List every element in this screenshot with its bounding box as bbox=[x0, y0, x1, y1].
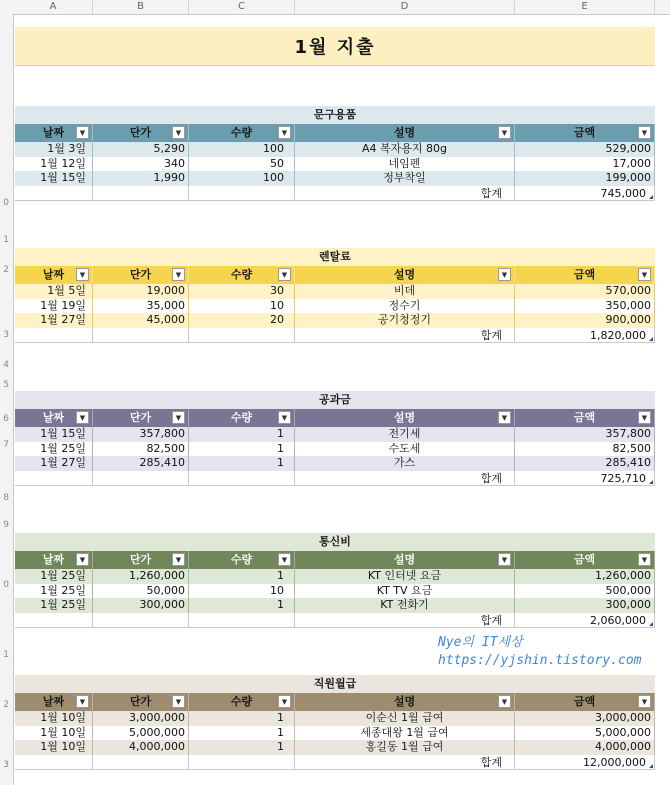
filter-dropdown-icon[interactable]: ▼ bbox=[76, 411, 89, 424]
filter-dropdown-icon[interactable]: ▼ bbox=[498, 268, 511, 281]
total-row[interactable] bbox=[15, 328, 655, 343]
column-header-qty bbox=[189, 266, 295, 284]
cell-price[interactable]: 5,290 bbox=[93, 142, 189, 157]
table-header-row bbox=[15, 693, 655, 711]
column-header-label: 단가 bbox=[129, 553, 152, 566]
cell-date[interactable]: 1월 25일 bbox=[15, 598, 93, 613]
filter-dropdown-icon[interactable]: ▼ bbox=[278, 411, 291, 424]
cell-amount[interactable]: 500,000 bbox=[515, 584, 655, 599]
filter-dropdown-icon[interactable]: ▼ bbox=[638, 695, 651, 708]
column-header-desc bbox=[295, 409, 515, 427]
column-header-label: 날짜 bbox=[42, 268, 65, 281]
cell-qty[interactable]: 1 bbox=[189, 711, 295, 726]
table-row[interactable] bbox=[15, 171, 655, 186]
cell-desc[interactable]: 가스 bbox=[295, 456, 515, 471]
cell-date[interactable]: 1월 12일 bbox=[15, 157, 93, 172]
row-number[interactable]: 0 bbox=[3, 198, 9, 208]
total-row[interactable] bbox=[15, 613, 655, 628]
table-row[interactable] bbox=[15, 299, 655, 314]
table-section bbox=[15, 106, 655, 201]
cell-price[interactable]: 285,410 bbox=[93, 456, 189, 471]
total-row-blank-cell[interactable] bbox=[189, 328, 295, 343]
cell-qty[interactable]: 50 bbox=[189, 157, 295, 172]
column-header-qty bbox=[189, 124, 295, 142]
cell-qty[interactable]: 30 bbox=[189, 284, 295, 299]
filter-dropdown-icon[interactable]: ▼ bbox=[76, 268, 89, 281]
column-header-price bbox=[93, 551, 189, 569]
table-row[interactable] bbox=[15, 157, 655, 172]
cell-qty[interactable]: 1 bbox=[189, 442, 295, 457]
cell-qty[interactable]: 1 bbox=[189, 740, 295, 755]
column-header-label: 수량 bbox=[230, 411, 253, 424]
blog-watermark bbox=[438, 634, 642, 670]
column-header-e[interactable]: E bbox=[515, 0, 655, 14]
cell-qty[interactable]: 1 bbox=[189, 598, 295, 613]
column-header-label: 금액 bbox=[573, 553, 596, 566]
watermark-line1: Nye의 IT세상 bbox=[438, 635, 523, 650]
section-title: 통신비 bbox=[15, 533, 655, 551]
filter-dropdown-icon[interactable]: ▼ bbox=[498, 695, 511, 708]
table-section bbox=[15, 533, 655, 628]
column-header-label: 금액 bbox=[573, 695, 596, 708]
cell-desc[interactable]: 공기청정기 bbox=[295, 313, 515, 328]
cell-amount[interactable]: 900,000 bbox=[515, 313, 655, 328]
table-row[interactable] bbox=[15, 598, 655, 613]
cell-price[interactable]: 357,800 bbox=[93, 427, 189, 442]
cell-date[interactable]: 1월 3일 bbox=[15, 142, 93, 157]
column-header-label: 금액 bbox=[573, 411, 596, 424]
total-amount[interactable]: 1,820,000 bbox=[515, 328, 655, 343]
cell-desc[interactable]: 정수기 bbox=[295, 299, 515, 314]
cell-date[interactable]: 1월 19일 bbox=[15, 299, 93, 314]
cell-qty[interactable]: 1 bbox=[189, 427, 295, 442]
column-header-date bbox=[15, 266, 93, 284]
row-number[interactable]: 7 bbox=[3, 440, 9, 450]
row-number[interactable]: 1 bbox=[3, 235, 9, 245]
filter-dropdown-icon[interactable]: ▼ bbox=[278, 268, 291, 281]
cell-date[interactable]: 1월 15일 bbox=[15, 171, 93, 186]
row-number[interactable]: 9 bbox=[3, 520, 9, 530]
cell-amount[interactable]: 570,000 bbox=[515, 284, 655, 299]
table-row[interactable] bbox=[15, 726, 655, 741]
cell-amount[interactable]: 82,500 bbox=[515, 442, 655, 457]
total-row-blank-cell[interactable] bbox=[15, 471, 93, 486]
cell-amount[interactable]: 529,000 bbox=[515, 142, 655, 157]
total-row-blank-cell[interactable] bbox=[93, 755, 189, 770]
filter-dropdown-icon[interactable]: ▼ bbox=[638, 411, 651, 424]
column-header-label: 날짜 bbox=[42, 411, 65, 424]
total-row[interactable] bbox=[15, 471, 655, 486]
section-title: 렌탈료 bbox=[15, 248, 655, 266]
table-row[interactable] bbox=[15, 142, 655, 157]
total-label[interactable]: 합계 bbox=[295, 755, 515, 770]
cell-desc[interactable]: 전기세 bbox=[295, 427, 515, 442]
column-header-price bbox=[93, 124, 189, 142]
cell-price[interactable]: 50,000 bbox=[93, 584, 189, 599]
row-number[interactable]: 0 bbox=[3, 580, 9, 590]
total-row-blank-cell[interactable] bbox=[93, 328, 189, 343]
column-header-label: 금액 bbox=[573, 126, 596, 139]
cell-qty[interactable]: 20 bbox=[189, 313, 295, 328]
cell-amount[interactable]: 285,410 bbox=[515, 456, 655, 471]
filter-dropdown-icon[interactable]: ▼ bbox=[172, 268, 185, 281]
column-header-d[interactable]: D bbox=[295, 0, 515, 14]
total-row-blank-cell[interactable] bbox=[189, 186, 295, 201]
cell-amount[interactable]: 357,800 bbox=[515, 427, 655, 442]
column-header-a[interactable]: A bbox=[14, 0, 93, 14]
cell-amount[interactable]: 199,000 bbox=[515, 171, 655, 186]
filter-dropdown-icon[interactable]: ▼ bbox=[172, 553, 185, 566]
total-amount[interactable]: 2,060,000 bbox=[515, 613, 655, 628]
total-row-blank-cell[interactable] bbox=[15, 186, 93, 201]
section-title: 공과금 bbox=[15, 391, 655, 409]
cell-qty[interactable]: 1 bbox=[189, 456, 295, 471]
cell-date[interactable]: 1월 5일 bbox=[15, 284, 93, 299]
row-header-strip bbox=[0, 14, 14, 785]
total-row-blank-cell[interactable] bbox=[15, 328, 93, 343]
filter-dropdown-icon[interactable]: ▼ bbox=[638, 553, 651, 566]
total-row-blank-cell[interactable] bbox=[93, 186, 189, 201]
cell-amount[interactable]: 4,000,000 bbox=[515, 740, 655, 755]
cell-amount[interactable]: 3,000,000 bbox=[515, 711, 655, 726]
cell-price[interactable]: 1,260,000 bbox=[93, 569, 189, 584]
table-row[interactable] bbox=[15, 427, 655, 442]
table-row[interactable] bbox=[15, 740, 655, 755]
cell-desc[interactable]: 세종대왕 1월 급여 bbox=[295, 726, 515, 741]
cell-desc[interactable]: 정부착일 bbox=[295, 171, 515, 186]
table-resize-handle[interactable] bbox=[649, 337, 653, 341]
table-section bbox=[15, 248, 655, 343]
table-row[interactable] bbox=[15, 442, 655, 457]
cell-desc[interactable]: A4 복자용지 80g bbox=[295, 142, 515, 157]
filter-dropdown-icon[interactable]: ▼ bbox=[76, 695, 89, 708]
column-header-desc bbox=[295, 124, 515, 142]
total-row-blank-cell[interactable] bbox=[189, 613, 295, 628]
total-label[interactable]: 합계 bbox=[295, 613, 515, 628]
cell-date[interactable]: 1월 25일 bbox=[15, 569, 93, 584]
cell-price[interactable]: 82,500 bbox=[93, 442, 189, 457]
total-row-blank-cell[interactable] bbox=[189, 755, 295, 770]
column-header-label: 단가 bbox=[129, 695, 152, 708]
cell-price[interactable]: 300,000 bbox=[93, 598, 189, 613]
filter-dropdown-icon[interactable]: ▼ bbox=[498, 411, 511, 424]
cell-price[interactable]: 35,000 bbox=[93, 299, 189, 314]
filter-dropdown-icon[interactable]: ▼ bbox=[278, 126, 291, 139]
column-header-date bbox=[15, 551, 93, 569]
row-number[interactable]: 4 bbox=[3, 360, 9, 370]
table-row[interactable] bbox=[15, 284, 655, 299]
total-label[interactable]: 합계 bbox=[295, 328, 515, 343]
row-number[interactable]: 5 bbox=[3, 380, 9, 390]
column-header-amount bbox=[515, 124, 655, 142]
column-header-amount bbox=[515, 266, 655, 284]
total-row-blank-cell[interactable] bbox=[93, 471, 189, 486]
cell-desc[interactable]: 비데 bbox=[295, 284, 515, 299]
filter-dropdown-icon[interactable]: ▼ bbox=[76, 553, 89, 566]
total-label[interactable]: 합계 bbox=[295, 471, 515, 486]
cell-amount[interactable]: 5,000,000 bbox=[515, 726, 655, 741]
column-header-label: 날짜 bbox=[42, 695, 65, 708]
column-header-amount bbox=[515, 693, 655, 711]
total-row[interactable] bbox=[15, 186, 655, 201]
column-header-desc bbox=[295, 266, 515, 284]
total-label[interactable]: 합계 bbox=[295, 186, 515, 201]
filter-dropdown-icon[interactable]: ▼ bbox=[172, 126, 185, 139]
column-header-label: 수량 bbox=[230, 553, 253, 566]
column-header-label: 수량 bbox=[230, 695, 253, 708]
table-resize-handle[interactable] bbox=[649, 764, 653, 768]
column-header-date bbox=[15, 124, 93, 142]
column-header-label: 단가 bbox=[129, 126, 152, 139]
column-header-label: 단가 bbox=[129, 411, 152, 424]
cell-date[interactable]: 1월 25일 bbox=[15, 442, 93, 457]
cell-date[interactable]: 1월 15일 bbox=[15, 427, 93, 442]
cell-price[interactable]: 19,000 bbox=[93, 284, 189, 299]
filter-dropdown-icon[interactable]: ▼ bbox=[278, 553, 291, 566]
cell-price[interactable]: 5,000,000 bbox=[93, 726, 189, 741]
section-title: 직원월급 bbox=[15, 675, 655, 693]
watermark-line2: https://yjshin.tistory.com bbox=[438, 653, 642, 668]
cell-price[interactable]: 4,000,000 bbox=[93, 740, 189, 755]
cell-desc[interactable]: 수도세 bbox=[295, 442, 515, 457]
table-header-row bbox=[15, 409, 655, 427]
row-number[interactable]: 3 bbox=[3, 330, 9, 340]
table-resize-handle[interactable] bbox=[649, 480, 653, 484]
column-header-bar bbox=[0, 0, 670, 15]
cell-desc[interactable]: KT 인터넷 요금 bbox=[295, 569, 515, 584]
cell-qty[interactable]: 100 bbox=[189, 142, 295, 157]
total-row-blank-cell[interactable] bbox=[93, 613, 189, 628]
cell-amount[interactable]: 350,000 bbox=[515, 299, 655, 314]
row-number[interactable]: 6 bbox=[3, 414, 9, 424]
column-header-label: 설명 bbox=[393, 695, 416, 708]
row-number[interactable]: 2 bbox=[3, 265, 9, 275]
table-section bbox=[15, 391, 655, 486]
table-row[interactable] bbox=[15, 569, 655, 584]
column-header-label: 설명 bbox=[393, 411, 416, 424]
cell-date[interactable]: 1월 27일 bbox=[15, 456, 93, 471]
table-resize-handle[interactable] bbox=[649, 195, 653, 199]
section-title: 문구용품 bbox=[15, 106, 655, 124]
cell-desc[interactable]: KT TV 요금 bbox=[295, 584, 515, 599]
column-header-date bbox=[15, 693, 93, 711]
column-header-amount bbox=[515, 409, 655, 427]
column-header-price bbox=[93, 693, 189, 711]
cell-qty[interactable]: 10 bbox=[189, 584, 295, 599]
filter-dropdown-icon[interactable]: ▼ bbox=[498, 126, 511, 139]
table-header-row bbox=[15, 266, 655, 284]
table-row[interactable] bbox=[15, 711, 655, 726]
table-row[interactable] bbox=[15, 584, 655, 599]
cell-desc[interactable]: 이순신 1월 급여 bbox=[295, 711, 515, 726]
column-header-label: 날짜 bbox=[42, 553, 65, 566]
column-header-desc bbox=[295, 693, 515, 711]
total-row-blank-cell[interactable] bbox=[15, 755, 93, 770]
cell-amount[interactable]: 300,000 bbox=[515, 598, 655, 613]
cell-desc[interactable]: 네임펜 bbox=[295, 157, 515, 172]
total-row[interactable] bbox=[15, 755, 655, 770]
table-row[interactable] bbox=[15, 456, 655, 471]
cell-qty[interactable]: 1 bbox=[189, 569, 295, 584]
column-header-qty bbox=[189, 693, 295, 711]
filter-dropdown-icon[interactable]: ▼ bbox=[638, 126, 651, 139]
sheet-title: 1월 지출 bbox=[15, 27, 655, 66]
column-header-amount bbox=[515, 551, 655, 569]
cell-qty[interactable]: 100 bbox=[189, 171, 295, 186]
cell-amount[interactable]: 1,260,000 bbox=[515, 569, 655, 584]
column-header-label: 단가 bbox=[129, 268, 152, 281]
total-row-blank-cell[interactable] bbox=[15, 613, 93, 628]
column-header-label: 설명 bbox=[393, 268, 416, 281]
filter-dropdown-icon[interactable]: ▼ bbox=[278, 695, 291, 708]
filter-dropdown-icon[interactable]: ▼ bbox=[172, 695, 185, 708]
cell-date[interactable]: 1월 27일 bbox=[15, 313, 93, 328]
filter-dropdown-icon[interactable]: ▼ bbox=[172, 411, 185, 424]
column-header-label: 금액 bbox=[573, 268, 596, 281]
column-header-label: 설명 bbox=[393, 553, 416, 566]
table-resize-handle[interactable] bbox=[649, 622, 653, 626]
column-header-label: 날짜 bbox=[42, 126, 65, 139]
total-amount[interactable]: 725,710 bbox=[515, 471, 655, 486]
column-header-qty bbox=[189, 551, 295, 569]
row-number[interactable]: 8 bbox=[3, 493, 9, 503]
column-header-label: 수량 bbox=[230, 268, 253, 281]
column-header-desc bbox=[295, 551, 515, 569]
row-number[interactable]: 3 bbox=[3, 760, 9, 770]
row-number[interactable]: 2 bbox=[3, 700, 9, 710]
cell-desc[interactable]: KT 전화기 bbox=[295, 598, 515, 613]
column-header-label: 수량 bbox=[230, 126, 253, 139]
cell-amount[interactable]: 17,000 bbox=[515, 157, 655, 172]
column-header-label: 설명 bbox=[393, 126, 416, 139]
column-header-b[interactable]: B bbox=[93, 0, 189, 14]
column-header-qty bbox=[189, 409, 295, 427]
cell-price[interactable]: 340 bbox=[93, 157, 189, 172]
table-section bbox=[15, 675, 655, 770]
filter-dropdown-icon[interactable]: ▼ bbox=[498, 553, 511, 566]
total-row-blank-cell[interactable] bbox=[189, 471, 295, 486]
filter-dropdown-icon[interactable]: ▼ bbox=[638, 268, 651, 281]
cell-price[interactable]: 1,990 bbox=[93, 171, 189, 186]
cell-qty[interactable]: 1 bbox=[189, 726, 295, 741]
column-header-c[interactable]: C bbox=[189, 0, 295, 14]
table-header-row bbox=[15, 551, 655, 569]
row-number[interactable]: 1 bbox=[3, 650, 9, 660]
table-row[interactable] bbox=[15, 313, 655, 328]
total-amount[interactable]: 745,000 bbox=[515, 186, 655, 201]
filter-dropdown-icon[interactable]: ▼ bbox=[76, 126, 89, 139]
column-header-price bbox=[93, 409, 189, 427]
cell-date[interactable]: 1월 10일 bbox=[15, 711, 93, 726]
cell-price[interactable]: 3,000,000 bbox=[93, 711, 189, 726]
cell-date[interactable]: 1월 10일 bbox=[15, 726, 93, 741]
total-amount[interactable]: 12,000,000 bbox=[515, 755, 655, 770]
cell-date[interactable]: 1월 10일 bbox=[15, 740, 93, 755]
cell-qty[interactable]: 10 bbox=[189, 299, 295, 314]
cell-price[interactable]: 45,000 bbox=[93, 313, 189, 328]
cell-date[interactable]: 1월 25일 bbox=[15, 584, 93, 599]
cell-desc[interactable]: 홍길동 1월 급여 bbox=[295, 740, 515, 755]
table-header-row bbox=[15, 124, 655, 142]
column-header-date bbox=[15, 409, 93, 427]
column-header-price bbox=[93, 266, 189, 284]
